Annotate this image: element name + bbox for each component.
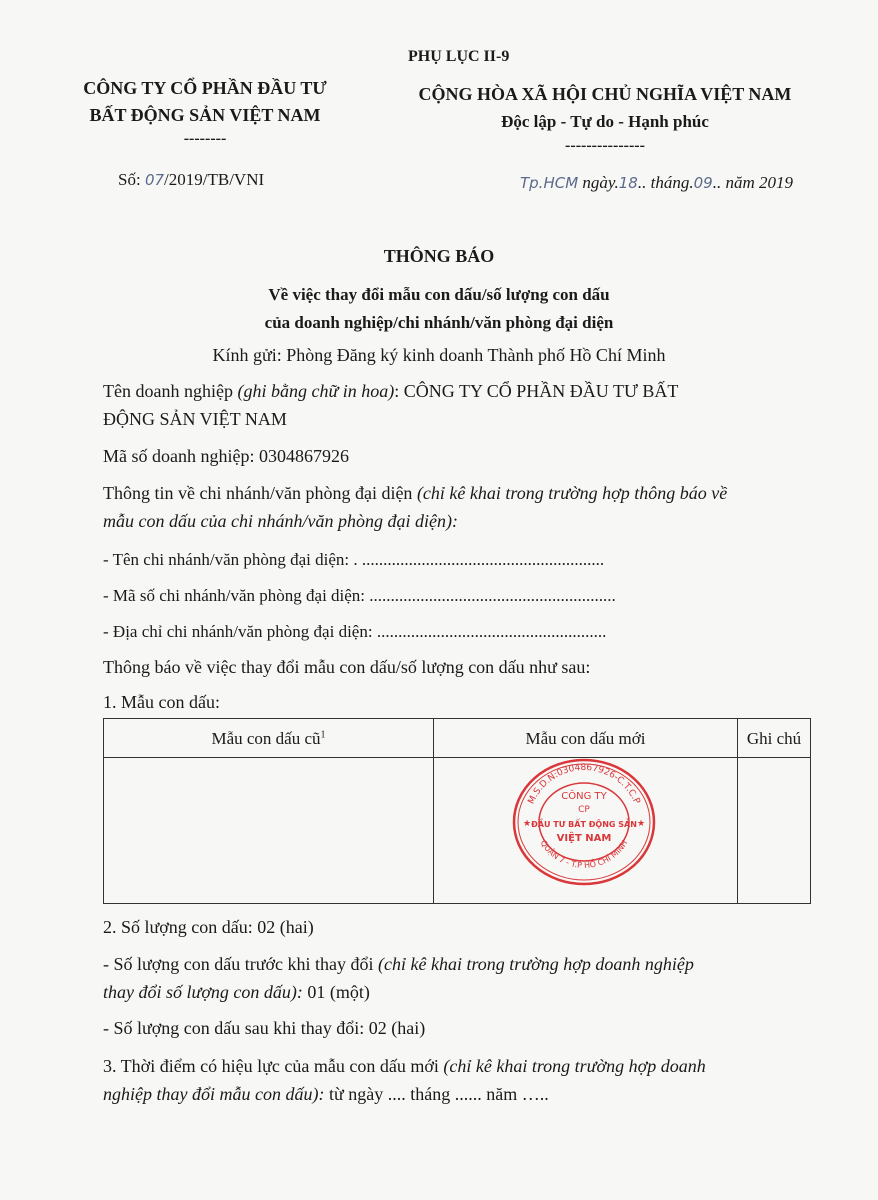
branch-name-field: - Tên chi nhánh/văn phòng đại diện: . ......................................................... [103, 550, 605, 569]
section-3-title [103, 1056, 706, 1077]
branch-address-field: - Địa chỉ chi nhánh/văn phòng đại diện: ...................................................... [103, 622, 607, 641]
branch-info-hint: (chỉ kê khai trong trường hợp thông báo về [416, 483, 728, 503]
seal-ring-text: M.S.D.N:0304867926-C.T.C.P [526, 762, 642, 806]
document-date: Tp.HCM ngày.18.. tháng.09.. năm 2019 [520, 173, 793, 192]
place-handwritten: Tp.HCM [520, 174, 579, 192]
change-intro: Thông báo về việc thay đổi mẫu con dấu/số lượng con dấu như sau: [103, 657, 591, 677]
appendix-label: PHỤ LỤC II-9 [408, 48, 510, 65]
seal-line-1: CÔNG TY [561, 791, 607, 802]
number-suffix: /2019/TB/VNI [164, 170, 265, 189]
seal-star-right-icon: ★ [637, 819, 646, 829]
seal-table [103, 718, 811, 904]
company-divider: -------- [183, 130, 227, 147]
section-3-hint-cont: nghiệp thay đổi mẫu con dấu): [103, 1084, 325, 1104]
company-name-hint: (ghi bằng chữ in hoa) [237, 381, 395, 401]
day-label: ngày [582, 173, 615, 192]
notice-subtitle-1: Về việc thay đổi mẫu con dấu/số lượng con dấu [268, 285, 610, 304]
seal-count-before-cont [103, 982, 370, 1003]
seal-count-before-value: 01 (một) [302, 982, 370, 1002]
section-2-title: 2. Số lượng con dấu: 02 (hai) [103, 917, 314, 937]
document-number [118, 170, 264, 190]
seal-count-before-hint: (chỉ kê khai trong trường hợp doanh nghiệp [378, 954, 694, 974]
seal-count-after: - Số lượng con dấu sau khi thay đổi: 02 (hai) [103, 1018, 426, 1038]
notice-subtitle-2: của doanh nghiệp/chi nhánh/văn phòng đại diện [264, 313, 614, 332]
notice-title: THÔNG BÁO [383, 246, 495, 266]
branch-info-text: Thông tin về chi nhánh/văn phòng đại diện [103, 483, 417, 503]
tax-code: Mã số doanh nghiệp: 0304867926 [103, 446, 349, 466]
seal-bottom-text: QUẬN 7 - T.P HỒ CHÍ MINH [538, 838, 630, 871]
seal-count-before-hint-cont: thay đổi số lượng con dấu): [103, 982, 303, 1002]
recipient: Kính gửi: Phòng Đăng ký kinh doanh Thành phố Hồ Chí Minh [212, 345, 666, 365]
country-divider: --------------- [565, 137, 645, 154]
branch-code-field: - Mã số chi nhánh/văn phòng đại diện: .......................................................... [103, 586, 616, 605]
seal-line-4: VIỆT NAM [556, 833, 612, 844]
country-motto: Độc lập - Tự do - Hạnh phúc [501, 112, 709, 131]
col-new-seal: Mẫu con dấu mới [525, 729, 646, 748]
section-1-title: 1. Mẫu con dấu: [103, 692, 220, 712]
company-name-line1: CÔNG TY CỔ PHẦN ĐẦU TƯ [83, 78, 327, 98]
branch-info-hint-cont: mẫu con dấu của chi nhánh/văn phòng đại diện): [103, 511, 458, 531]
number-label: Số: [118, 170, 141, 189]
company-name-field [103, 381, 678, 402]
month-label: tháng [650, 173, 690, 192]
seal-line-3: ĐẦU TƯ BẤT ĐỘNG SẢN [531, 820, 637, 829]
col-old-seal-label: Mẫu con dấu cũ [211, 729, 321, 748]
col-note: Ghi chú [746, 729, 802, 748]
company-name-value-cont: ĐỘNG SẢN VIỆT NAM [103, 409, 287, 429]
month-handwritten: 09 [693, 174, 713, 192]
company-seal [509, 757, 659, 887]
table-header-divider [104, 757, 810, 758]
day-handwritten: 18 [618, 174, 638, 192]
company-name-label: Tên doanh nghiệp [103, 381, 238, 401]
seal-count-before [103, 954, 694, 975]
seal-line-2: CP [578, 805, 590, 815]
company-name-value: : CÔNG TY CỔ PHẦN ĐẦU TƯ BẤT [394, 381, 679, 401]
country-name: CỘNG HÒA XÃ HỘI CHỦ NGHĨA VIỆT NAM [418, 84, 792, 104]
seal-star-left-icon: ★ [523, 819, 532, 829]
footnote-marker: 1 [320, 729, 326, 741]
seal-count-before-label: - Số lượng con dấu trước khi thay đổi [103, 954, 379, 974]
col-old-seal [104, 729, 433, 749]
number-handwritten: 07 [144, 171, 165, 189]
section-3-label: 3. Thời điểm có hiệu lực của mẫu con dấu mới [103, 1056, 444, 1076]
year-label: năm 2019 [725, 173, 793, 192]
seal-graphic [509, 757, 659, 887]
section-3-value: từ ngày .... tháng ...... năm ….. [324, 1084, 549, 1104]
section-3-cont [103, 1084, 549, 1105]
company-name-line2: BẤT ĐỘNG SẢN VIỆT NAM [89, 105, 321, 125]
branch-info-label [103, 483, 727, 504]
section-3-hint: (chỉ kê khai trong trường hợp doanh [443, 1056, 706, 1076]
